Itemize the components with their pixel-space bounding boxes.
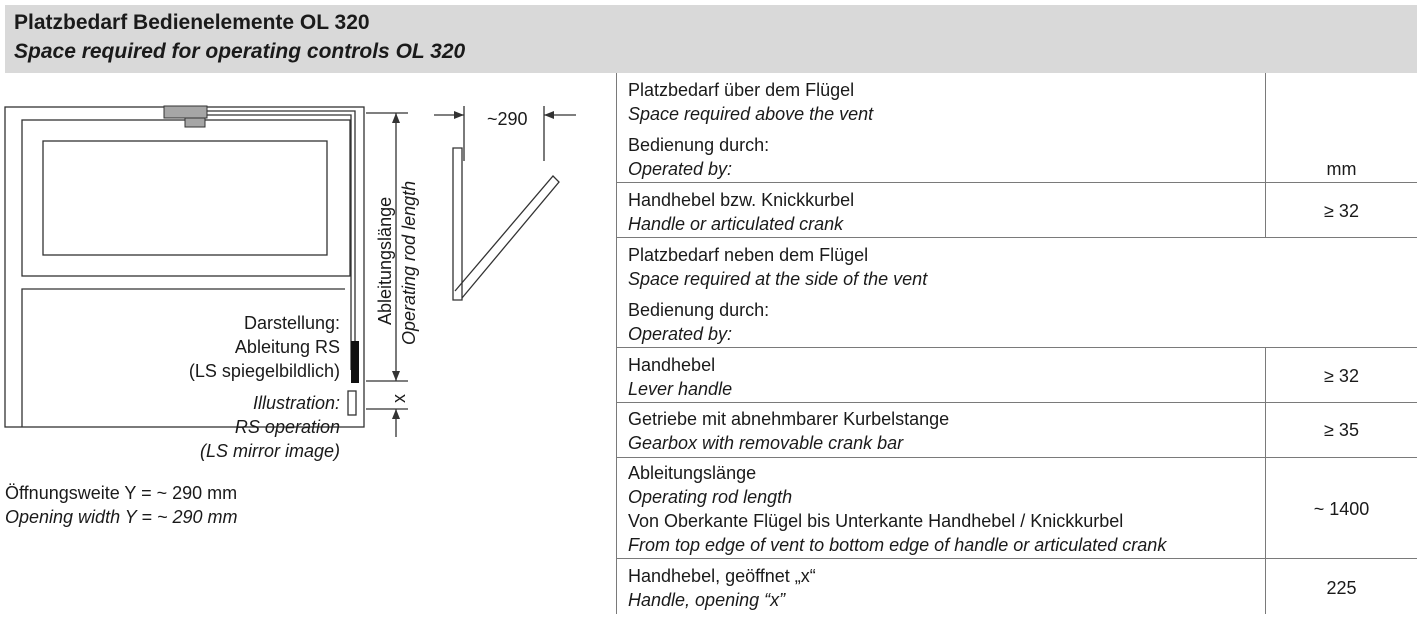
row-value: 225 xyxy=(1326,578,1357,598)
space-requirements-table xyxy=(616,73,1417,629)
technical-drawing xyxy=(0,73,615,629)
illustration-note-english: Illustration: RS operation (LS mirror image) xyxy=(199,393,340,461)
table-row: Handhebel bzw. Knickkurbel Handle or articulated crank xyxy=(628,190,855,234)
section-side-heading: Platzbedarf neben dem Flügel Space required at the side of the vent xyxy=(628,245,928,289)
vent-sash xyxy=(22,120,350,276)
opening-width-german: Öffnungsweite Y = ~ 290 mm xyxy=(5,483,238,503)
section-above-heading: Platzbedarf über dem Flügel Space required above the vent xyxy=(628,80,874,124)
title-german: Platzbedarf Bedienelemente OL 320 xyxy=(14,11,370,34)
unit-header: mm xyxy=(1326,159,1357,179)
table-row: Ableitungslänge Operating rod length Von Oberkante Flügel bis Unterkante Handhebel / Knickkurbel From top edge of vent to bottom edge of handle or articulated crank xyxy=(628,463,1167,555)
row-value: ~ 1400 xyxy=(1313,499,1370,519)
table-row: Handhebel, geöffnet „x“ Handle, opening “x” xyxy=(628,566,816,610)
row-value: ≥ 35 xyxy=(1324,420,1359,440)
x-dimension-label: x xyxy=(389,394,409,403)
drive-unit xyxy=(164,106,207,118)
title-english: Space required for operating controls OL 320 xyxy=(14,40,466,63)
side-view-open-sash xyxy=(455,176,559,298)
section-above-operated-by: Bedienung durch: Operated by: xyxy=(628,135,770,179)
handle-closed xyxy=(351,341,359,383)
illustration-note-german: Darstellung: Ableitung RS (LS spiegelbildlich) xyxy=(188,313,340,381)
rod-length-label-german: Ableitungslänge xyxy=(375,196,395,325)
side-view-frame xyxy=(453,148,462,300)
row-value: ≥ 32 xyxy=(1324,201,1359,221)
opening-width-dimension: ~290 xyxy=(487,109,528,129)
glass-pane xyxy=(43,141,327,255)
opening-width-english: Opening width Y = ~ 290 mm xyxy=(5,507,238,527)
table-row: Getriebe mit abnehmbarer Kurbelstange Gearbox with removable crank bar xyxy=(628,409,950,453)
rod-length-label-english: Operating rod length xyxy=(399,180,419,345)
section-side-operated-by: Bedienung durch: Operated by: xyxy=(628,300,770,344)
row-value: ≥ 32 xyxy=(1324,366,1359,386)
table-row: Handhebel Lever handle xyxy=(628,355,733,399)
page-header xyxy=(5,5,1417,73)
handle-open-outline xyxy=(348,391,356,415)
